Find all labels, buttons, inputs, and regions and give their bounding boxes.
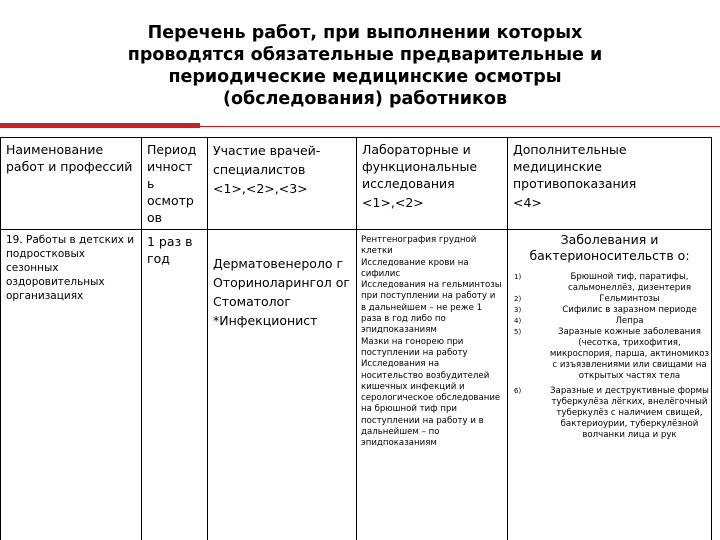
header-doctors-line: <1>,<2>,<3>: [213, 181, 308, 196]
page-title: [60, 22, 670, 110]
doctor-item: Оториноларингол ог: [213, 275, 350, 290]
lab-item: Рентгенография грудной клетки: [361, 235, 477, 257]
title-line-1: Перечень работ, при выполнении которых: [147, 23, 583, 43]
lab-item: Исследование крови на сифилис: [361, 257, 469, 279]
contra-item-number: 5): [514, 328, 522, 336]
header-labs-line: Лабораторные и: [362, 142, 471, 157]
header-period: [142, 138, 207, 229]
contra-item-number: 2): [514, 295, 522, 303]
table-border-right: [711, 137, 712, 540]
title-line-2: проводятся обязательные предварительные и: [127, 45, 603, 65]
contra-item-number: 1): [514, 273, 522, 281]
contra-item-number: 6): [514, 387, 522, 395]
lab-item: Исследования на носительство возбудителей кишечных инфекций и серологическое обследование на брюшной тиф при поступлении на работу и в дальнейшем – по эпидпоказаниям: [361, 359, 501, 449]
cell-work-name: [1, 230, 141, 540]
contra-item-text: Лепра: [615, 316, 644, 326]
doctor-item: Дерматовенероло г: [213, 256, 344, 271]
cell-contraindications: [508, 230, 711, 540]
cell-doctors: [208, 230, 356, 540]
contra-item: [508, 272, 711, 294]
header-contraindications: [508, 138, 711, 229]
header-doctors-line: Участие врачей-: [213, 143, 321, 158]
contra-item: [508, 294, 711, 305]
cell-labs: [357, 230, 507, 540]
contra-item-text: Брюшной тиф, паратифы, сальмонеллёз, дизентерия: [567, 272, 691, 293]
accent-rule: [200, 126, 720, 127]
header-contra-line: противопоказания: [513, 176, 637, 191]
contra-item-number: 3): [514, 306, 522, 314]
header-doctors: [208, 138, 356, 229]
header-labs-line: исследования: [362, 176, 455, 191]
contra-item-text: Заразные кожные заболевания (чесотка, трихофития, микроспория, парша, актиномикоз с изъязвлениями или свищами на открытых частях тела: [549, 327, 710, 381]
contra-item-text: Заразные и деструктивные формы туберкулёза лёгких, внелёгочный туберкулёз с наличием свищей, бактериоурии, туберкулёзной волчанки лица и рук: [550, 386, 709, 440]
accent-bar: [0, 123, 200, 128]
contra-item: [508, 305, 711, 316]
cell-period: [142, 230, 207, 540]
header-works-text: Наименование работ и профессий: [6, 142, 133, 174]
contra-item: [508, 316, 711, 327]
contra-item: [508, 327, 711, 382]
header-contra-line: <4>: [513, 195, 542, 210]
doctor-item: *Инфекционист: [213, 313, 318, 328]
work-name-text: 19. Работы в детских и подростковых сезонных оздоровительных организациях: [6, 234, 135, 302]
header-period-text: Период ичност ь осмотр ов: [147, 142, 197, 225]
header-labs: [357, 138, 507, 229]
header-contra-line: Дополнительные: [513, 142, 627, 157]
contra-item-text: Сифилис в заразном периоде: [562, 305, 697, 315]
contra-item: [508, 386, 711, 441]
contra-heading: Заболевания и бактерионосительств о:: [529, 232, 690, 263]
lab-item: Мазки на гонорею при поступлении на работу: [361, 336, 468, 358]
contra-item-text: Гельминтозы: [599, 294, 660, 304]
title-line-4: (обследования) работников: [222, 89, 508, 109]
medical-exam-table: [0, 137, 712, 540]
header-labs-line: функциональные: [362, 159, 478, 174]
title-line-3: периодические медицинские осмотры: [168, 67, 562, 87]
header-works: [1, 138, 141, 229]
header-contra-line: медицинские: [513, 159, 602, 174]
header-labs-line: <1>,<2>: [362, 195, 424, 210]
contra-item-number: 4): [514, 317, 522, 325]
header-doctors-line: специалистов: [213, 162, 306, 177]
doctor-item: Стоматолог: [213, 294, 291, 309]
lab-item: Исследования на гельминтозы при поступлении на работу и в дальнейшем – не реже 1 раза в год либо по эпидпоказаниям: [361, 280, 502, 336]
period-text: 1 раз в год: [147, 234, 193, 266]
